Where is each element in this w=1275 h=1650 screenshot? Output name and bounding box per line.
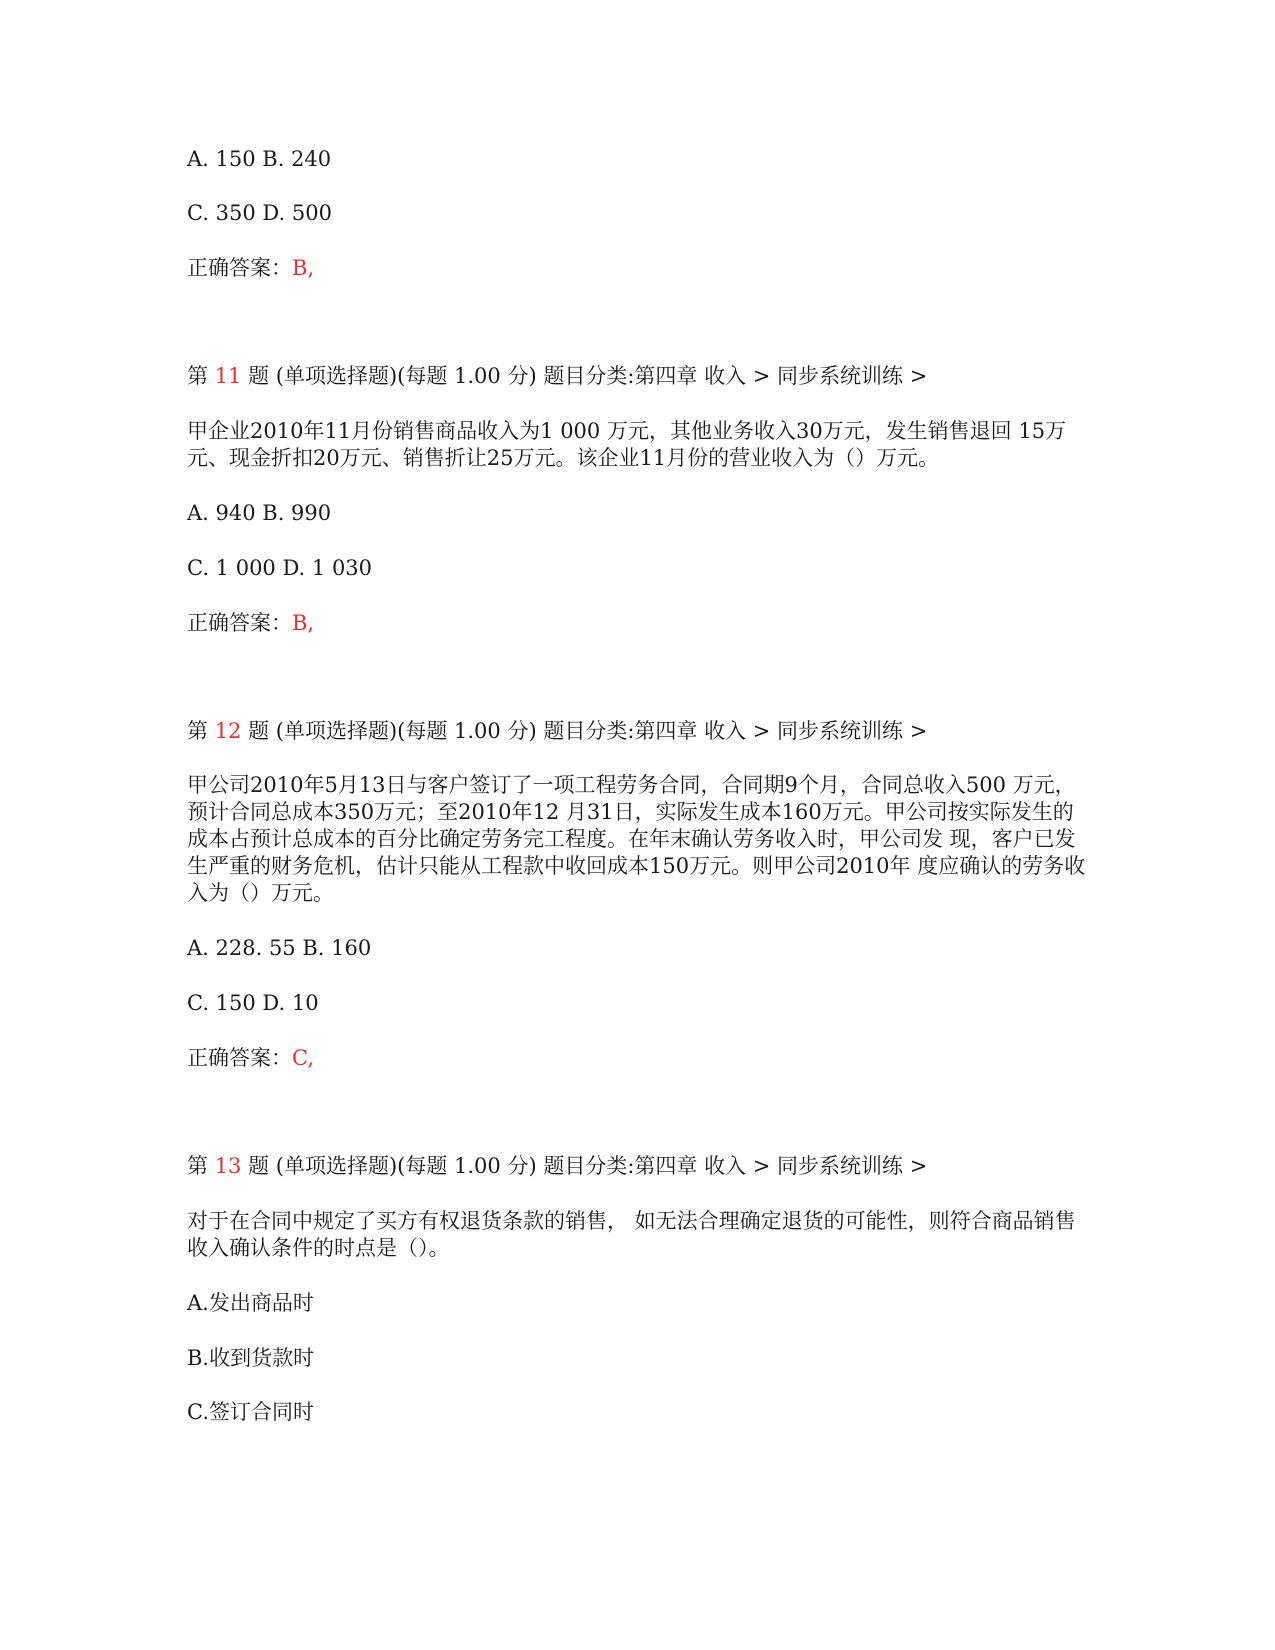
header-prefix: 第 bbox=[187, 364, 215, 388]
question-13-option-c: C.签订合同时 bbox=[187, 1400, 314, 1424]
question-11-options-line2: C. 1 000 D. 1 030 bbox=[187, 556, 373, 580]
header-suffix: 题 (单项选择题)(每题 1.00 分) 题目分类:第四章 收入 > 同步系统训练 > bbox=[241, 1154, 928, 1178]
header-suffix: 题 (单项选择题)(每题 1.00 分) 题目分类:第四章 收入 > 同步系统训练 > bbox=[241, 364, 928, 388]
answer-label: 正确答案： bbox=[187, 256, 292, 280]
question-13-option-b: B.收到货款时 bbox=[187, 1346, 315, 1370]
answer-value: B, bbox=[292, 256, 315, 280]
question-13-stem: 对于在合同中规定了买方有权退货条款的销售， 如无法合理确定退货的可能性，则符合商品销售收入确认条件的时点是（）。 bbox=[187, 1209, 1076, 1260]
answer-label: 正确答案： bbox=[187, 1046, 292, 1070]
header-prefix: 第 bbox=[187, 1154, 215, 1178]
prev-answer bbox=[187, 255, 314, 282]
prev-options-line1: A. 150 B. 240 bbox=[187, 147, 332, 171]
answer-value: C, bbox=[292, 1046, 314, 1070]
question-11-header bbox=[187, 363, 927, 390]
question-12-options-line1: A. 228. 55 B. 160 bbox=[187, 936, 372, 960]
prev-options-line2: C. 350 D. 500 bbox=[187, 201, 332, 225]
header-prefix: 第 bbox=[187, 719, 215, 743]
question-13-header bbox=[187, 1153, 927, 1180]
question-12-answer bbox=[187, 1045, 314, 1072]
question-11-options-line1: A. 940 B. 990 bbox=[187, 501, 332, 525]
question-13-option-a: A.发出商品时 bbox=[187, 1291, 314, 1315]
question-12-stem: 甲公司2010年5月13日与客户签订了一项工程劳务合同，合同期9个月，合同总收入500 万元，预计合同总成本350万元；至2010年12 月31日，实际发生成本160万元。甲公司按实际发生的成本占预计总成本的百分比确定劳务完工程度。在年末确认劳务收入时，甲公司发 现，客户已发生严重的财务危机，估计只能从工程款中收回成本150万元。则甲公司2010年 度应确认的劳务收入为（）万元。 bbox=[187, 773, 1086, 905]
answer-label: 正确答案： bbox=[187, 611, 292, 635]
question-12-header bbox=[187, 718, 927, 745]
answer-value: B, bbox=[292, 611, 315, 635]
question-number: 13 bbox=[214, 1154, 242, 1178]
header-suffix: 题 (单项选择题)(每题 1.00 分) 题目分类:第四章 收入 > 同步系统训练 > bbox=[241, 719, 928, 743]
question-number: 12 bbox=[214, 719, 242, 743]
question-12-options-line2: C. 150 D. 10 bbox=[187, 991, 319, 1015]
question-11-answer bbox=[187, 610, 314, 637]
question-number: 11 bbox=[214, 364, 242, 388]
question-11-stem: 甲企业2010年11月份销售商品收入为1 000 万元，其他业务收入30万元，发生销售退回 15万元、现金折扣20万元、销售折让25万元。该企业11月份的营业收入为（）万元。 bbox=[187, 419, 1067, 470]
